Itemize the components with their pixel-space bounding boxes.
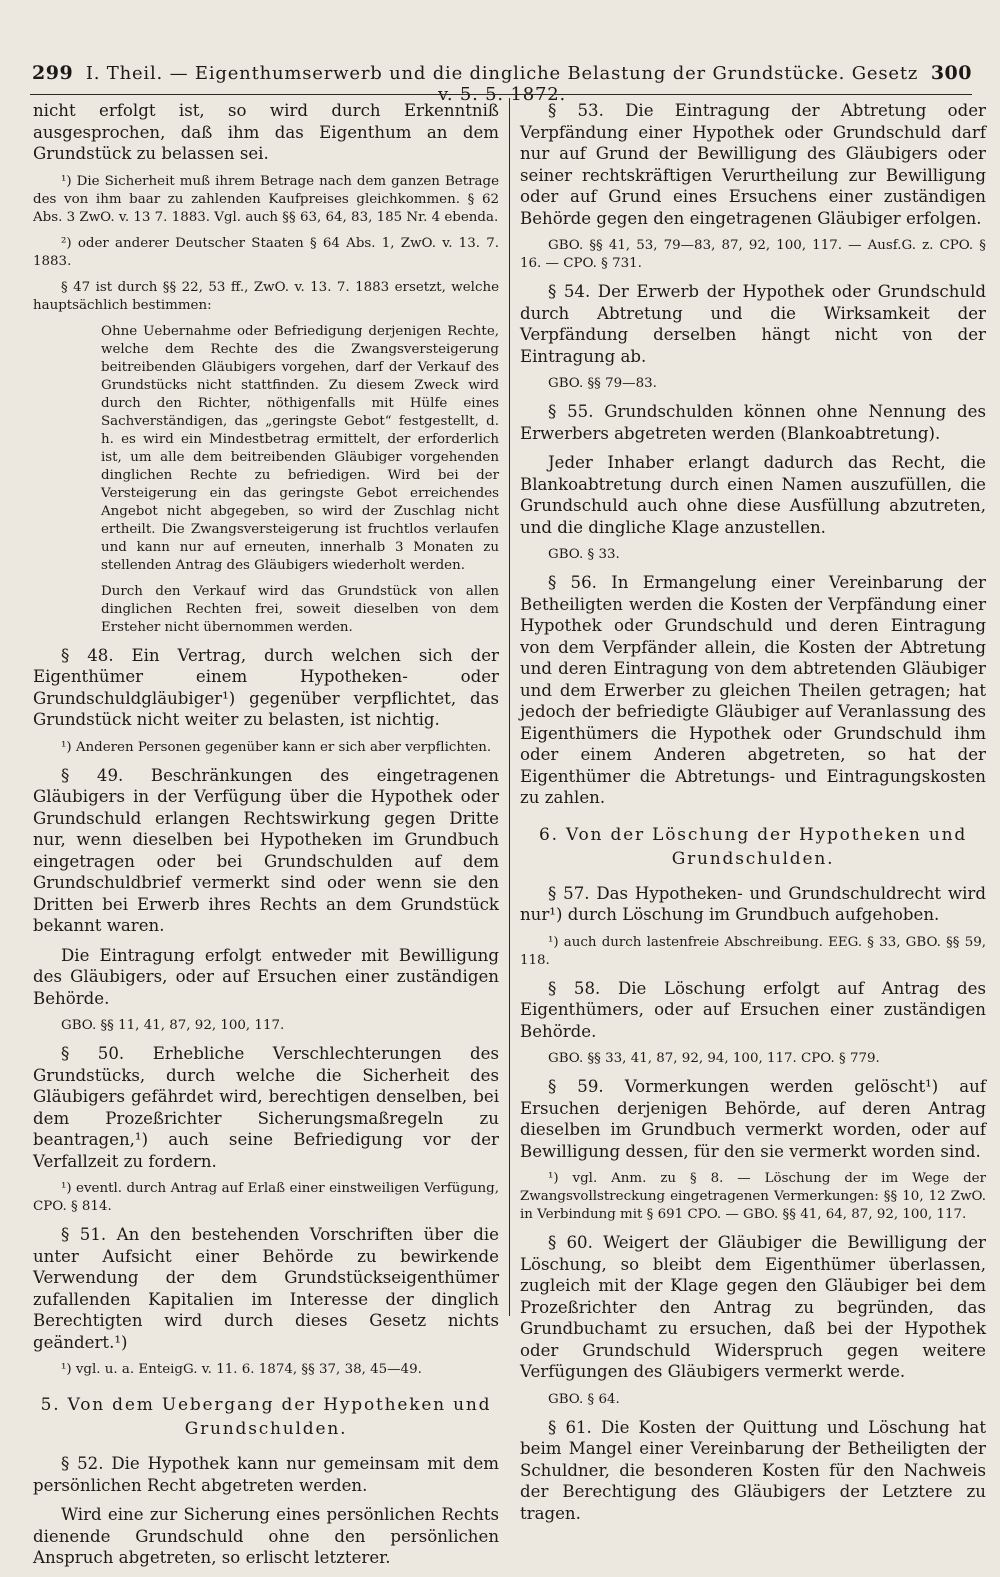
paragraph-47: § 47 ist durch §§ 22, 53 ff., ZwO. v. 13. 7. 1883 ersetzt, welche hauptsächlich bestimmen: (33, 279, 499, 313)
running-header (32, 62, 972, 105)
section-heading: 5. Von dem Uebergang der Hypotheken und Grundschulden. (40, 1395, 492, 1439)
paragraph-56: § 56. In Ermangelung einer Vereinbarung der Betheiligten werden die Kosten der Verpfändung einer Hypothek oder Grundschuld und deren Eintragung von dem Verpfänder allein, die Kosten der Abtretung und deren Eintragung von dem abtretenden Gläubiger und dem Erwerber zu gleichen Theilen getragen; hat jedoch der befriedigte Gläubiger auf Veranlassung des Eigenthümers die Hypothek oder Grundschuld ihm oder einem Anderen abgetreten, so hat der Eigenthümer die Abtretungs- und Eintragungskosten zu zahlen. (520, 573, 986, 807)
quoted-text: Durch den Verkauf wird das Grundstück von allen dinglichen Rechten frei, soweit dieselben von dem Ersteher nicht übernommen werden. (101, 583, 499, 635)
section-heading: 6. Von der Löschung der Hypotheken und Grundschulden. (538, 824, 968, 869)
footnote: ¹) Die Sicherheit muß ihrem Betrage nach dem ganzen Betrage des von ihm baar zu zahlenden Kaufpreises gleichkommen. § 62 Abs. 3 ZwO. v. 13 7. 1883. Vgl. auch §§ 63, 64, 83, 185 Nr. 4 ebenda. (33, 173, 499, 225)
footnote: ²) oder anderer Deutscher Staaten § 64 Abs. 1, ZwO. v. 13. 7. 1883. (33, 235, 499, 269)
footnote: ¹) vgl. u. a. EnteigG. v. 11. 6. 1874, §§ 37, 38, 45—49. (61, 1362, 422, 1377)
paragraph-53: § 53. Die Eintragung der Abtretung oder Verpfändung einer Hypothek oder Grundschuld darf nur auf Grund der Bewilligung des Gläubigers oder seiner rechtskräftigen Verurtheilung zur Bewilligung oder auf Grund eines Ersuchens einer zuständigen Behörde gegen den eingetragenen Gläubiger erfolgen. (520, 101, 986, 228)
paragraph: Die Eintragung erfolgt entweder mit Bewilligung des Gläubigers, oder auf Ersuchen einer zuständigen Behörde. (33, 945, 499, 1008)
paragraph-49: § 49. Beschränkungen des eingetragenen Gläubigers in der Verfügung über die Hypothek oder Grundschuld erlangen Rechtswirkung gegen Dritte nur, wenn dieselben bei Hypotheken im Grundbuch eingetragen oder bei Grundschulden auf dem Grundschuldbrief vermerkt sind oder wenn sie den Dritten bei Erwerb ihres Rechts an dem Grundstück bekannt waren. (33, 765, 499, 935)
paragraph: nicht erfolgt ist, so wird durch Erkenntniß ausgesprochen, daß ihm das Eigenthum an dem Grundstück zu belassen sei. (33, 101, 499, 163)
reference: GBO. §§ 33, 41, 87, 92, 94, 100, 117. CPO. § 779. (548, 1051, 880, 1066)
header-title: I. Theil. — Eigenthumserwerb und die dingliche Belastung der Grundstücke. Gesetz v. 5. 5. 1872. (85, 63, 919, 105)
paragraph: Wird eine zur Sicherung eines persönlichen Rechts dienende Grundschuld ohne den persönlichen Anspruch abgetreten, so erlischt letzterer. (33, 1505, 499, 1567)
paragraph-54: § 54. Der Erwerb der Hypothek oder Grundschuld durch Abtretung und die Wirksamkeit der Verpfändung derselben hängt nicht von der Eintragung ab. (520, 282, 986, 366)
reference: GBO. §§ 79—83. (548, 376, 657, 391)
header-rule (30, 94, 972, 95)
page-number-right: 300 (930, 62, 972, 84)
left-column (33, 100, 499, 1577)
paragraph-58: § 58. Die Löschung erfolgt auf Antrag des Eigenthümers, oder auf Ersuchen einer zuständigen Behörde. (520, 978, 986, 1041)
paragraph-55: § 55. Grundschulden können ohne Nennung des Erwerbers abgetreten werden (Blankoabtretung). (520, 402, 986, 443)
paragraph-59: § 59. Vormerkungen werden gelöscht¹) auf Ersuchen derjenigen Behörde, auf deren Antrag dieselben im Grundbuch vermerkt worden, oder auf Bewilligung dessen, für den sie vermerkt worden sind. (520, 1077, 986, 1161)
paragraph-48: § 48. Ein Vertrag, durch welchen sich der Eigenthümer einem Hypotheken- oder Grundschuldgläubiger¹) gegenüber verpflichtet, das Grundstück nicht weiter zu belasten, ist nichtig. (33, 645, 499, 729)
quoted-text: Ohne Uebernahme oder Befriedigung derjenigen Rechte, welche dem Rechte des die Zwangsversteigerung beitreibenden Gläubigers vorgehen, darf der Verkauf des Grundstücks nicht stattfinden. Zu diesem Zweck wird durch den Richter, nöthigenfalls mit Hülfe eines Sachverständigen, das „geringste Gebot“ festgestellt, d. h. es wird ein Mindestbetrag ermittelt, der erforderlich ist, um alle dem beitreibenden Gläubiger vorgehenden dinglichen Rechte zu befriedigen. Wird bei der Versteigerung ein das geringste Gebot erreichendes Angebot nicht abgegeben, so wird der Zuschlag nicht ertheilt. Die Zwangsversteigerung ist fruchtlos verlaufen und kann nur auf erneuten, innerhalb 3 Monaten zu stellenden Antrag des Gläubigers wiederholt werden. (101, 323, 499, 573)
footnote: ¹) eventl. durch Antrag auf Erlaß einer einstweiligen Verfügung, CPO. § 814. (33, 1181, 499, 1214)
paragraph-60: § 60. Weigert der Gläubiger die Bewilligung der Löschung, so bleibt dem Eigenthümer überlassen, zugleich mit der Klage gegen den Gläubiger bei dem Prozeßrichter den Antrag zu begründen, das Grundbuchamt zu ersuchen, daß bei der Hypothek oder Grundschuld Widerspruch gegen weitere Verfügungen des Gläubigers vermerkt werde. (520, 1233, 986, 1381)
reference: GBO. §§ 11, 41, 87, 92, 100, 117. (61, 1018, 285, 1033)
paragraph-50: § 50. Erhebliche Verschlechterungen des Grundstücks, durch welche die Sicherheit des Gläubigers gefährdet wird, berechtigen denselben, bei dem Prozeßrichter Sicherungsmaßregeln zu beantragen,¹) auch seine Befriedigung vor der Verfallzeit zu fordern. (33, 1044, 499, 1171)
footnote: ¹) vgl. Anm. zu § 8. — Löschung der im Wege der Zwangsvollstreckung eingetragenen Vermerkungen: §§ 10, 12 ZwO. in Verbindung mit § 691 CPO. — GBO. §§ 41, 64, 87, 92, 100, 117. (520, 1171, 986, 1222)
reference: GBO. § 64. (548, 1391, 620, 1407)
page-number-left: 299 (32, 62, 74, 84)
paragraph: Jeder Inhaber erlangt dadurch das Recht, die Blankoabtretung durch einen Namen auszufüllen, die Grundschuld auch ohne diese Ausfüllung abzutreten, und die dingliche Klage anzustellen. (520, 453, 986, 537)
reference: GBO. §§ 41, 53, 79—83, 87, 92, 100, 117. — Ausf.G. z. CPO. § 16. — CPO. § 731. (520, 238, 986, 271)
footnote: ¹) Anderen Personen gegenüber kann er sich aber verpflichten. (61, 739, 492, 755)
paragraph-52: § 52. Die Hypothek kann nur gemeinsam mit dem persönlichen Recht abgetreten werden. (33, 1454, 499, 1495)
reference: GBO. § 33. (548, 547, 620, 562)
column-divider (509, 98, 510, 1316)
paragraph-51: § 51. An den bestehenden Vorschriften über die unter Aufsicht einer Behörde zu bewirkende Verwendung der dem Grundstückseigenthümer zufallenden Kapitalien im Interesse der dinglich Berechtigten wird durch dieses Gesetz nichts geändert.¹) (33, 1225, 499, 1352)
footnote: ¹) auch durch lastenfreie Abschreibung. EEG. § 33, GBO. §§ 59, 118. (520, 934, 986, 968)
right-column (520, 100, 986, 1532)
paragraph-61: § 61. Die Kosten der Quittung und Löschung hat beim Mangel einer Vereinbarung der Betheiligten der Schuldner, die besonderen Kosten für den Nachweis der Berechtigung des Gläubigers der Letztere zu tragen. (520, 1417, 986, 1523)
paragraph-57: § 57. Das Hypotheken- und Grundschuldrecht wird nur¹) durch Löschung im Grundbuch aufgehoben. (520, 883, 986, 924)
